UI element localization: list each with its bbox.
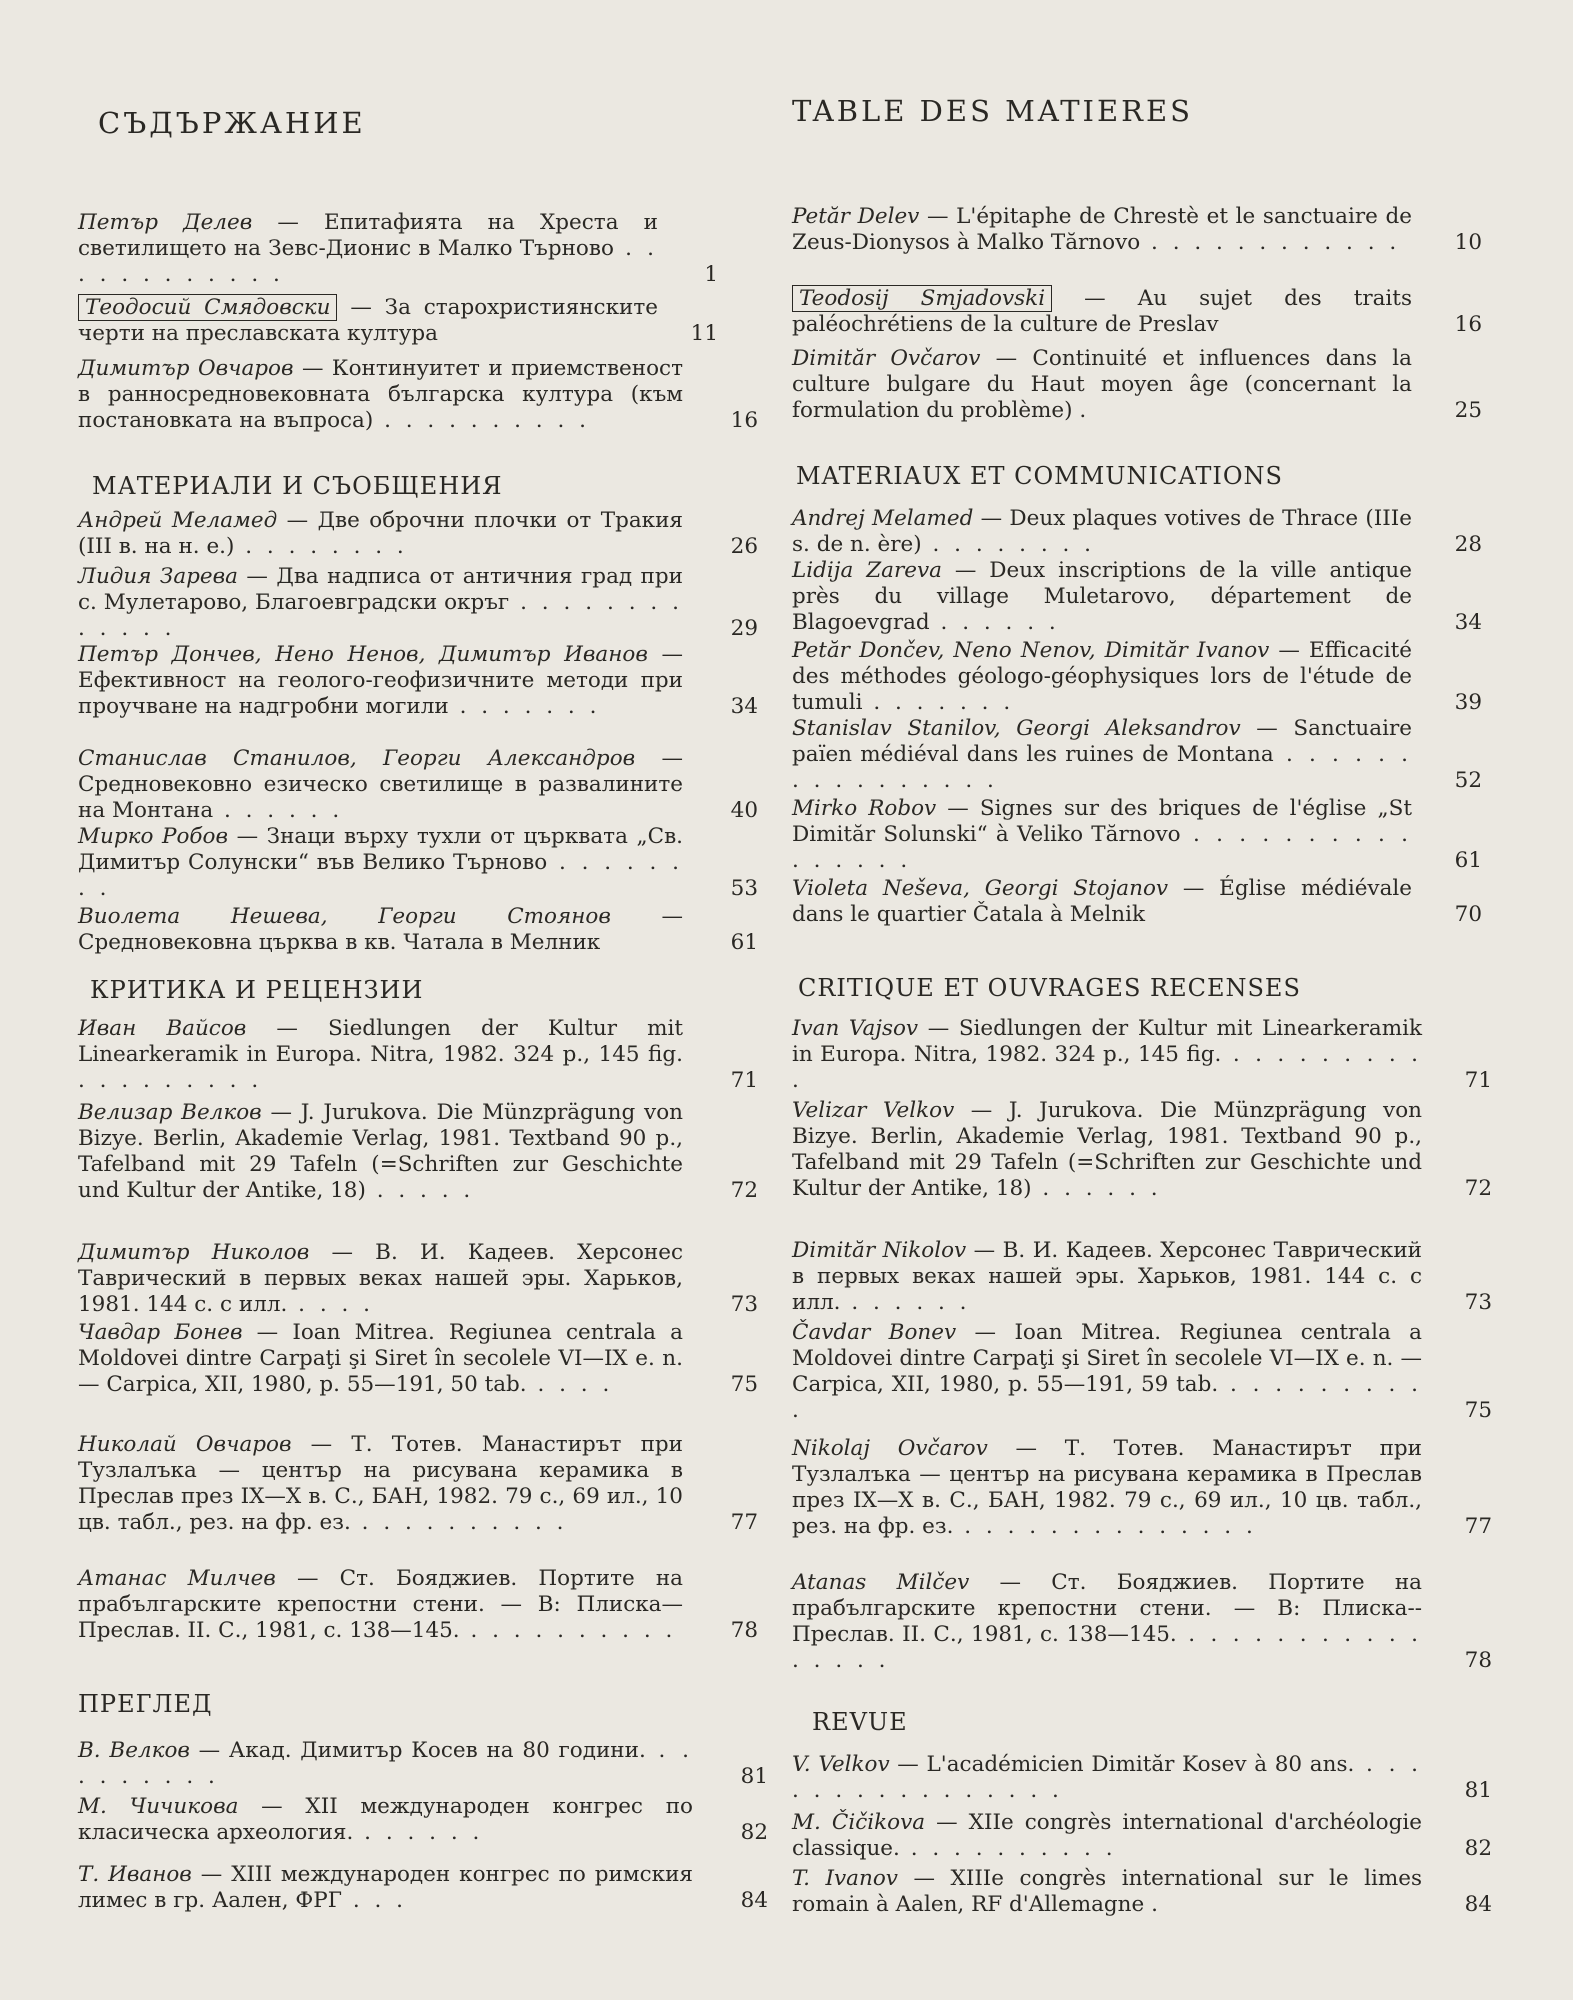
toc-entry: Димитър Николов — В. И. Кадеев. Херсонес Таврический в первых веках нашей эры. Харьков, 1981. 144 с. с илл. . . . . 73: [78, 1240, 758, 1317]
section-title: МАТЕРИАЛИ И СЪОБЩЕНИЯ: [92, 472, 503, 500]
toc-entry: Mirko Robov — Signes sur des briques de l'église „St Dimităr Solunski“ à Veliko Tărnovo . . . . . . . . . . . . . . . . 61: [792, 796, 1482, 873]
section-title: REVUE: [812, 1708, 908, 1736]
toc-entry: Мирко Робов — Знаци върху тухли от църквата „Св. Димитър Солунски“ във Велико Търново . . . . . . . . 53: [78, 824, 758, 901]
toc-entry: Velizar Velkov — J. Jurukova. Die Münzprägung von Bizye. Berlin, Akademie Verlag, 1981. Textband 90 p., Tafelband mit 29 Tafeln (=Schriften zur Geschichte und Kultur der Antike, 18) . . . . . . 72: [792, 1098, 1492, 1201]
page-title-fr: TABLE DES MATIERES: [792, 94, 1194, 128]
toc-entry: Andrej Melamed — Deux plaques votives de Thrace (IIIe s. de n. ère) . . . . . . . . 28: [792, 506, 1482, 557]
toc-entry: Dimităr Ovčarov — Continuité et influences dans la culture bulgare du Haut moyen âge (concernant la formulation du problème) . 25: [792, 346, 1482, 423]
section-title: КРИТИКА И РЕЦЕНЗИИ: [90, 976, 424, 1004]
toc-entry: Николай Овчаров — Т. Тотев. Манастирът при Тузлалъка — център на рисувана керамика в Преслав през IX—X в. С., БАН, 1982. 79 с., 69 ил., 10 цв. табл., рез. на фр. ез. . . . . . . . . . . 77: [78, 1432, 758, 1535]
toc-entry: T. Ivanov — XIIIe congrès international sur le limes romain à Aalen, RF d'Allemagne . 84: [792, 1866, 1492, 1917]
toc-entry: Čavdar Bonev — Ioan Mitrea. Regiunea centrala a Moldovei dintre Carpaţi şi Siret în secolele VI—IX e. n. — Carpica, XII, 1980, p. 55—191, 59 tab. . . . . . . . . . . 75: [792, 1320, 1492, 1423]
toc-entry: Велизар Велков — J. Jurukova. Die Münzprägung von Bizye. Berlin, Akademie Verlag, 1981. Textband 90 p., Tafelband mit 29 Tafeln (=Schriften zur Geschichte und Kultur der Antike, 18) . . . . . 72: [78, 1100, 758, 1203]
toc-entry: Димитър Овчаров — Континуитет и приемственост в ранносредновековната българска култура (към постановката на въпроса) . . . . . . . . . . 16: [78, 356, 758, 433]
toc-entry: Lidija Zareva — Deux inscriptions de la ville antique près du village Muletarovo, département de Blagoevgrad . . . . . . 34: [792, 558, 1482, 635]
page-title-bg: СЪДЪРЖАНИЕ: [98, 106, 366, 140]
toc-entry: Petăr Dončev, Neno Nenov, Dimităr Ivanov — Efficacité des méthodes géologo-géophysiques lors de l'étude de tumuli . . . . . . . 39: [792, 638, 1482, 715]
toc-entry: Stanislav Stanilov, Georgi Aleksandrov — Sanctuaire païen médiéval dans les ruines de Montana . . . . . . . . . . . . . . . . 52: [792, 716, 1482, 793]
toc-entry: Dimităr Nikolov — В. И. Кадеев. Херсонес Таврический в первых веках нашей эры. Харьков, 1981. 144 с. с илл. . . . . . . 73: [792, 1238, 1492, 1315]
toc-entry: Ivan Vajsov — Siedlungen der Kultur mit Linearkeramik in Europa. Nitra, 1982. 324 p., 145 fig. . . . . . . . . . . 71: [792, 1016, 1492, 1093]
section-title: CRITIQUE ET OUVRAGES RECENSES: [798, 974, 1301, 1002]
section-title: ПРЕГЛЕД: [78, 1690, 213, 1718]
toc-entry: Петър Дончев, Нено Ненов, Димитър Иванов — Ефективност на геолого-геофизичните методи при проучване на надгробни могили . . . . . . . 34: [78, 642, 758, 719]
toc-entry: Лидия Зарева — Два надписа от античния град при с. Мулетарово, Благоевградски окръг . . . . . . . . . . . . . 29: [78, 564, 758, 641]
section-title: MATERIAUX ET COMMUNICATIONS: [796, 462, 1283, 490]
toc-entry: Петър Делев — Епитафията на Хреста и светилището на Зевс-Дионис в Малко Търново . . . . . . . . . . . . 1: [78, 210, 718, 287]
toc-entry: Андрей Меламед — Две оброчни плочки от Тракия (III в. на н. е.) . . . . . . . . 26: [78, 508, 758, 559]
toc-entry: Petăr Delev — L'épitaphe de Chrestè et le sanctuaire de Zeus-Dionysos à Malko Tărnovo . . . . . . . . . . . . 10: [792, 204, 1482, 255]
toc-entry: Atanas Milčev — Ст. Бояджиев. Портите на прабългарските крепостни стени. — В: Плиска--Преслав. II. С., 1981, с. 138—145. . . . . . . . . . . . . . . . . 78: [792, 1570, 1492, 1673]
toc-entry: Теодосий Смядовски — За старохристиянските черти на преславската култура 11: [78, 295, 718, 346]
toc-entry: Teodosij Smjadovski — Au sujet des traits paléochrétiens de la culture de Preslav 16: [792, 286, 1482, 337]
toc-entry: Станислав Станилов, Георги Александров — Средновековно езическо светилище в развалините на Монтана . . . . . . 40: [78, 746, 758, 823]
toc-entry: Чавдар Бонев — Ioan Mitrea. Regiunea centrala a Moldovei dintre Carpaţi şi Siret în secolele VI—IX e. n. — Carpica, XII, 1980, p. 55—191, 50 tab. . . . . 75: [78, 1320, 758, 1397]
toc-entry: V. Velkov — L'académicien Dimităr Kosev à 80 ans. . . . . . . . . . . . . . . . . 81: [792, 1752, 1492, 1803]
toc-entry: Виолета Нешева, Георги Стоянов — Средновековна църква в кв. Чатала в Мелник 61: [78, 904, 758, 955]
toc-entry: В. Велков — Акад. Димитър Косев на 80 години. . . . . . . . . . 81: [78, 1738, 768, 1789]
toc-entry: Атанас Милчев — Ст. Бояджиев. Портите на прабългарските крепостни стени. — В: Плиска—Преслав. II. С., 1981, с. 138—145. . . . . . . . . . . 78: [78, 1566, 758, 1643]
toc-entry: Т. Иванов — XIII международен конгрес по римския лимес в гр. Аален, ФРГ . . . 84: [78, 1862, 768, 1913]
toc-entry: Иван Вайсов — Siedlungen der Kultur mit Linearkeramik in Europa. Nitra, 1982. 324 p., 145 fig. . . . . . . . . . 71: [78, 1016, 758, 1093]
toc-entry: Nikolaj Ovčarov — Т. Тотев. Манастирът при Тузлалъка — център на рисувана керамика в Преслав през IX—X в. С., БАН, 1982. 79 с., 69 ил., 10 цв. табл., рез. на фр. ез. . . . . . . . . . . . . . . 77: [792, 1436, 1492, 1539]
toc-entry: M. Čičikova — XIIe congrès international d'archéologie classique. . . . . . . . . . . 82: [792, 1810, 1492, 1861]
toc-entry: М. Чичикова — XII международен конгрес по класическа археология. . . . . . . 82: [78, 1794, 768, 1845]
toc-entry: Violeta Neševa, Georgi Stojanov — Église médiévale dans le quartier Čatala à Melnik 70: [792, 876, 1482, 927]
